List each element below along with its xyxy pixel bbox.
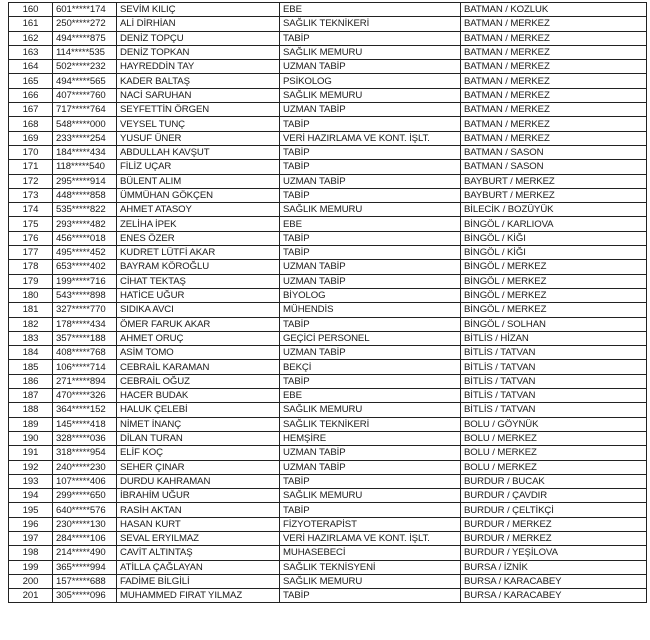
masked-id: 145*****418 [53, 417, 117, 431]
masked-id: 448*****858 [53, 188, 117, 202]
row-number: 181 [9, 303, 53, 317]
row-number: 177 [9, 246, 53, 260]
full-name: DURDU KAHRAMAN [117, 474, 280, 488]
location: BİTLİS / TATVAN [461, 403, 647, 417]
masked-id: 328*****036 [53, 431, 117, 445]
row-number: 189 [9, 417, 53, 431]
masked-id: 601*****174 [53, 3, 117, 17]
masked-id: 535*****822 [53, 203, 117, 217]
full-name: NİMET İNANÇ [117, 417, 280, 431]
full-name: CAVİT ALTINTAŞ [117, 546, 280, 560]
table-row [9, 389, 647, 403]
row-number: 162 [9, 31, 53, 45]
location: BİNGÖL / KİĞI [461, 246, 647, 260]
job-title: SAĞLIK MEMURU [280, 403, 461, 417]
row-number: 196 [9, 517, 53, 531]
masked-id: 184*****434 [53, 145, 117, 159]
table-row [9, 103, 647, 117]
job-title: UZMAN TABİP [280, 103, 461, 117]
row-number: 201 [9, 589, 53, 603]
masked-id: 157*****688 [53, 574, 117, 588]
row-number: 190 [9, 431, 53, 445]
masked-id: 543*****898 [53, 288, 117, 302]
full-name: DİLAN TURAN [117, 431, 280, 445]
masked-id: 494*****875 [53, 31, 117, 45]
row-number: 179 [9, 274, 53, 288]
row-number: 169 [9, 131, 53, 145]
table-row [9, 31, 647, 45]
full-name: ATİLLA ÇAĞLAYAN [117, 560, 280, 574]
full-name: BAYRAM KÖROĞLU [117, 260, 280, 274]
row-number: 195 [9, 503, 53, 517]
location: BATMAN / KOZLUK [461, 3, 647, 17]
job-title: TABİP [280, 374, 461, 388]
row-number: 193 [9, 474, 53, 488]
job-title: UZMAN TABİP [280, 60, 461, 74]
table-row [9, 574, 647, 588]
job-title: SAĞLIK MEMURU [280, 45, 461, 59]
job-title: SAĞLIK TEKNİSYENİ [280, 560, 461, 574]
location: BATMAN / MERKEZ [461, 74, 647, 88]
masked-id: 717*****764 [53, 103, 117, 117]
full-name: AHMET ATASOY [117, 203, 280, 217]
job-title: TABİP [280, 474, 461, 488]
job-title: TABİP [280, 503, 461, 517]
job-title: VERİ HAZIRLAMA VE KONT. İŞLT. [280, 131, 461, 145]
job-title: TABİP [280, 589, 461, 603]
location: BURSA / KARACABEY [461, 589, 647, 603]
table-row [9, 431, 647, 445]
masked-id: 106*****714 [53, 360, 117, 374]
full-name: FİLİZ UÇAR [117, 160, 280, 174]
masked-id: 118*****540 [53, 160, 117, 174]
masked-id: 284*****106 [53, 531, 117, 545]
table-row [9, 303, 647, 317]
row-number: 160 [9, 3, 53, 17]
location: BİNGÖL / KİĞI [461, 231, 647, 245]
full-name: HACER BUDAK [117, 389, 280, 403]
location: BİNGÖL / MERKEZ [461, 288, 647, 302]
job-title: SAĞLIK MEMURU [280, 489, 461, 503]
job-title: PSİKOLOG [280, 74, 461, 88]
location: BATMAN / MERKEZ [461, 103, 647, 117]
location: BATMAN / MERKEZ [461, 131, 647, 145]
job-title: SAĞLIK MEMURU [280, 203, 461, 217]
masked-id: 299*****650 [53, 489, 117, 503]
full-name: RASİH AKTAN [117, 503, 280, 517]
row-number: 165 [9, 74, 53, 88]
location: BURSA / İZNİK [461, 560, 647, 574]
table-row [9, 3, 647, 17]
masked-id: 407*****760 [53, 88, 117, 102]
row-number: 170 [9, 145, 53, 159]
row-number: 167 [9, 103, 53, 117]
row-number: 191 [9, 446, 53, 460]
masked-id: 271*****894 [53, 374, 117, 388]
masked-id: 502*****232 [53, 60, 117, 74]
full-name: İBRAHİM UĞUR [117, 489, 280, 503]
job-title: EBE [280, 217, 461, 231]
job-title: VERİ HAZIRLAMA VE KONT. İŞLT. [280, 531, 461, 545]
location: BURDUR / ÇAVDIR [461, 489, 647, 503]
row-number: 182 [9, 317, 53, 331]
row-number: 166 [9, 88, 53, 102]
location: BOLU / MERKEZ [461, 431, 647, 445]
location: BİTLİS / TATVAN [461, 346, 647, 360]
job-title: TABİP [280, 31, 461, 45]
row-number: 174 [9, 203, 53, 217]
location: BATMAN / SASON [461, 145, 647, 159]
full-name: FADİME BİLGİLİ [117, 574, 280, 588]
row-number: 178 [9, 260, 53, 274]
full-name: NACİ SARUHAN [117, 88, 280, 102]
table-body [9, 3, 647, 603]
personnel-table [8, 2, 647, 603]
table-row [9, 260, 647, 274]
table-row [9, 374, 647, 388]
row-number: 183 [9, 331, 53, 345]
job-title: SAĞLIK TEKNİKERİ [280, 17, 461, 31]
location: BİTLİS / HİZAN [461, 331, 647, 345]
full-name: DENİZ TOPÇU [117, 31, 280, 45]
table-row [9, 546, 647, 560]
row-number: 198 [9, 546, 53, 560]
masked-id: 640*****576 [53, 503, 117, 517]
full-name: ELİF KOÇ [117, 446, 280, 460]
table-row [9, 346, 647, 360]
row-number: 186 [9, 374, 53, 388]
table-row [9, 88, 647, 102]
table-row [9, 288, 647, 302]
job-title: MÜHENDİS [280, 303, 461, 317]
table-row [9, 460, 647, 474]
full-name: HASAN KURT [117, 517, 280, 531]
full-name: HATİCE UĞUR [117, 288, 280, 302]
full-name: ALİ DİRHİAN [117, 17, 280, 31]
full-name: ASİM TOMO [117, 346, 280, 360]
location: BATMAN / MERKEZ [461, 117, 647, 131]
masked-id: 456*****018 [53, 231, 117, 245]
table-row [9, 417, 647, 431]
row-number: 173 [9, 188, 53, 202]
row-number: 180 [9, 288, 53, 302]
table-row [9, 531, 647, 545]
row-number: 184 [9, 346, 53, 360]
job-title: BEKÇİ [280, 360, 461, 374]
table-row [9, 317, 647, 331]
table-row [9, 160, 647, 174]
location: BAYBURT / MERKEZ [461, 174, 647, 188]
job-title: FİZYOTERAPİST [280, 517, 461, 531]
location: BİNGÖL / MERKEZ [461, 303, 647, 317]
masked-id: 494*****565 [53, 74, 117, 88]
masked-id: 250*****272 [53, 17, 117, 31]
job-title: BİYOLOG [280, 288, 461, 302]
location: BATMAN / MERKEZ [461, 60, 647, 74]
job-title: EBE [280, 389, 461, 403]
row-number: 197 [9, 531, 53, 545]
full-name: BÜLENT ALIM [117, 174, 280, 188]
full-name: CEBRAİL KARAMAN [117, 360, 280, 374]
masked-id: 653*****402 [53, 260, 117, 274]
table-row [9, 503, 647, 517]
location: BİNGÖL / SOLHAN [461, 317, 647, 331]
table-row [9, 360, 647, 374]
job-title: TABİP [280, 246, 461, 260]
full-name: CEBRAİL OĞUZ [117, 374, 280, 388]
masked-id: 233*****254 [53, 131, 117, 145]
location: BURSA / KARACABEY [461, 574, 647, 588]
full-name: ABDULLAH KAVŞUT [117, 145, 280, 159]
job-title: SAĞLIK TEKNİKERİ [280, 417, 461, 431]
full-name: HAYREDDİN TAY [117, 60, 280, 74]
job-title: UZMAN TABİP [280, 460, 461, 474]
job-title: UZMAN TABİP [280, 346, 461, 360]
location: BİTLİS / TATVAN [461, 360, 647, 374]
job-title: UZMAN TABİP [280, 446, 461, 460]
table-row [9, 188, 647, 202]
location: BOLU / GÖYNÜK [461, 417, 647, 431]
masked-id: 548*****000 [53, 117, 117, 131]
row-number: 199 [9, 560, 53, 574]
table-row [9, 231, 647, 245]
location: BATMAN / MERKEZ [461, 88, 647, 102]
location: BİNGÖL / MERKEZ [461, 274, 647, 288]
table-row [9, 131, 647, 145]
table-row [9, 203, 647, 217]
location: BİTLİS / TATVAN [461, 389, 647, 403]
masked-id: 305*****096 [53, 589, 117, 603]
location: BOLU / MERKEZ [461, 446, 647, 460]
full-name: SEYFETTİN ÖRGEN [117, 103, 280, 117]
masked-id: 495*****452 [53, 246, 117, 260]
table-row [9, 331, 647, 345]
job-title: EBE [280, 3, 461, 17]
job-title: UZMAN TABİP [280, 174, 461, 188]
job-title: TABİP [280, 188, 461, 202]
location: BURDUR / BUCAK [461, 474, 647, 488]
location: BİNGÖL / MERKEZ [461, 260, 647, 274]
full-name: KADER BALTAŞ [117, 74, 280, 88]
full-name: SEHER ÇINAR [117, 460, 280, 474]
masked-id: 240*****230 [53, 460, 117, 474]
masked-id: 114*****535 [53, 45, 117, 59]
table-row [9, 174, 647, 188]
job-title: TABİP [280, 145, 461, 159]
table-row [9, 474, 647, 488]
job-title: TABİP [280, 231, 461, 245]
full-name: SEVİM KILIÇ [117, 3, 280, 17]
job-title: UZMAN TABİP [280, 260, 461, 274]
row-number: 163 [9, 45, 53, 59]
location: BURDUR / YEŞİLOVA [461, 546, 647, 560]
location: BAYBURT / MERKEZ [461, 188, 647, 202]
full-name: DENİZ TOPKAN [117, 45, 280, 59]
table-row [9, 17, 647, 31]
table-row [9, 217, 647, 231]
location: BATMAN / MERKEZ [461, 31, 647, 45]
masked-id: 318*****954 [53, 446, 117, 460]
masked-id: 327*****770 [53, 303, 117, 317]
full-name: MUHAMMED FIRAT YILMAZ [117, 589, 280, 603]
masked-id: 214*****490 [53, 546, 117, 560]
masked-id: 408*****768 [53, 346, 117, 360]
full-name: SIDIKA AVCI [117, 303, 280, 317]
job-title: SAĞLIK MEMURU [280, 88, 461, 102]
full-name: VEYSEL TUNÇ [117, 117, 280, 131]
full-name: HALUK ÇELEBİ [117, 403, 280, 417]
full-name: ZELİHA İPEK [117, 217, 280, 231]
full-name: ENES ÖZER [117, 231, 280, 245]
location: BATMAN / MERKEZ [461, 45, 647, 59]
location: BURDUR / MERKEZ [461, 517, 647, 531]
table-row [9, 560, 647, 574]
table-row [9, 517, 647, 531]
row-number: 188 [9, 403, 53, 417]
table-row [9, 74, 647, 88]
location: BURDUR / ÇELTİKÇİ [461, 503, 647, 517]
table-row [9, 60, 647, 74]
table-row [9, 45, 647, 59]
job-title: UZMAN TABİP [280, 274, 461, 288]
row-number: 192 [9, 460, 53, 474]
masked-id: 295*****914 [53, 174, 117, 188]
masked-id: 107*****406 [53, 474, 117, 488]
table-row [9, 489, 647, 503]
table-row [9, 589, 647, 603]
full-name: YUSUF ÜNER [117, 131, 280, 145]
job-title: HEMŞİRE [280, 431, 461, 445]
masked-id: 178*****434 [53, 317, 117, 331]
row-number: 187 [9, 389, 53, 403]
job-title: MUHASEBECİ [280, 546, 461, 560]
location: BİNGÖL / KARLIOVA [461, 217, 647, 231]
masked-id: 470*****326 [53, 389, 117, 403]
masked-id: 357*****188 [53, 331, 117, 345]
masked-id: 365*****994 [53, 560, 117, 574]
row-number: 161 [9, 17, 53, 31]
full-name: ÜMMÜHAN GÖKÇEN [117, 188, 280, 202]
table-row [9, 117, 647, 131]
row-number: 185 [9, 360, 53, 374]
row-number: 172 [9, 174, 53, 188]
full-name: AHMET ORUÇ [117, 331, 280, 345]
row-number: 164 [9, 60, 53, 74]
full-name: CİHAT TEKTAŞ [117, 274, 280, 288]
masked-id: 364*****152 [53, 403, 117, 417]
row-number: 171 [9, 160, 53, 174]
job-title: SAĞLIK MEMURU [280, 574, 461, 588]
row-number: 194 [9, 489, 53, 503]
row-number: 176 [9, 231, 53, 245]
location: BATMAN / SASON [461, 160, 647, 174]
location: BATMAN / MERKEZ [461, 17, 647, 31]
location: BİTLİS / TATVAN [461, 374, 647, 388]
row-number: 200 [9, 574, 53, 588]
masked-id: 230*****130 [53, 517, 117, 531]
full-name: SEVAL ERYILMAZ [117, 531, 280, 545]
table-row [9, 403, 647, 417]
location: BİLECİK / BOZÜYÜK [461, 203, 647, 217]
row-number: 168 [9, 117, 53, 131]
job-title: TABİP [280, 160, 461, 174]
full-name: KUDRET LÜTFİ AKAR [117, 246, 280, 260]
full-name: ÖMER FARUK AKAR [117, 317, 280, 331]
job-title: GEÇİCİ PERSONEL [280, 331, 461, 345]
location: BURDUR / MERKEZ [461, 531, 647, 545]
personnel-list-document [8, 2, 646, 603]
row-number: 175 [9, 217, 53, 231]
table-row [9, 274, 647, 288]
table-row [9, 246, 647, 260]
location: BOLU / MERKEZ [461, 460, 647, 474]
table-row [9, 145, 647, 159]
masked-id: 199*****716 [53, 274, 117, 288]
job-title: TABİP [280, 117, 461, 131]
table-row [9, 446, 647, 460]
masked-id: 293*****482 [53, 217, 117, 231]
job-title: TABİP [280, 317, 461, 331]
